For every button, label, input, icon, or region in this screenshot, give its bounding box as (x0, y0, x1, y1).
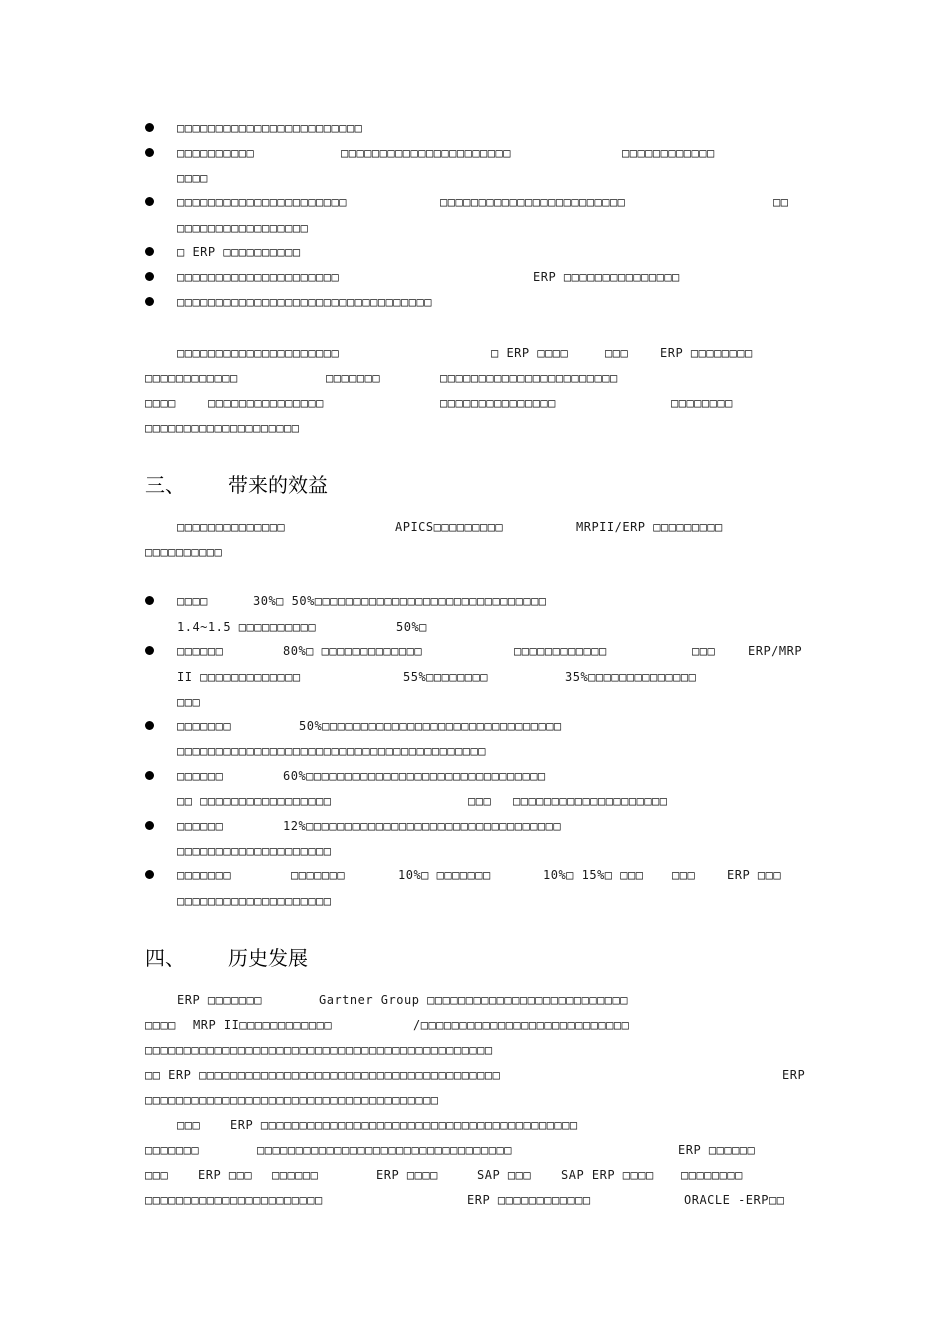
benefit-text: □□□□□□□□□□□□□□□□□□□□ (177, 894, 332, 908)
benefit-text: 60%□□□□□□□□□□□□□□□□□□□□□□□□□□□□□□□ (283, 769, 546, 783)
paragraph-text: ERP □□□□□□□□□□□□ (467, 1193, 591, 1207)
bullet-dot (145, 771, 154, 780)
benefit-text: □□□ (468, 794, 492, 808)
paragraph-text: /□□□□□□□□□□□□□□□□□□□□□□□□□□□ (413, 1018, 630, 1032)
benefit-text: 30%□ 50%□□□□□□□□□□□□□□□□□□□□□□□□□□□□□□ (253, 594, 547, 608)
section-number: 三、 (145, 473, 185, 497)
bullet-text: □□□□□□□□□□□□□□□□□□□□□□ (341, 146, 511, 160)
benefit-text: 10%□ 15%□ □□□ (543, 868, 644, 882)
bullet-dot (145, 646, 154, 655)
benefit-text: 10%□ □□□□□□□ (398, 868, 491, 882)
paragraph-text: ERP □□□□ (376, 1168, 438, 1182)
paragraph-text: □□□ (145, 1168, 169, 1182)
bullet-dot (145, 247, 154, 256)
benefit-text: ERP/MRP (748, 644, 803, 658)
benefit-text: □□□ (672, 868, 696, 882)
paragraph-text: MRP II□□□□□□□□□□□□ (193, 1018, 333, 1032)
paragraph-text: □□□□□□□ (326, 371, 381, 385)
benefit-text: 50%□ (396, 620, 427, 634)
bullet-text: ERP □□□□□□□□□□□□□□□ (533, 270, 680, 284)
paragraph-text: □□□□□□□□□□□□□□□□□□□□□□□□□□□□□□□□□□□□□□□□□□□□□ (145, 1043, 493, 1057)
benefit-text: □□□ (177, 695, 201, 709)
bullet-text: □□□□□□□□□□□□ (622, 146, 715, 160)
benefit-text: 50%□□□□□□□□□□□□□□□□□□□□□□□□□□□□□□□ (299, 719, 562, 733)
benefit-text: □□□□□□□□□□□□□□□□□□□□ (177, 844, 332, 858)
paragraph-text: SAP □□□ (477, 1168, 532, 1182)
paragraph-text: □□□□□□□□□□□□□□□□□□□□□ (177, 346, 340, 360)
paragraph-text: □ ERP □□□□ (491, 346, 569, 360)
paragraph-text: □□□□□□□□□□□□ (145, 371, 238, 385)
section-title: 带来的效益 (228, 473, 328, 497)
benefit-text: □□□□□□□□□□□□ (514, 644, 607, 658)
paragraph-text: ERP (782, 1068, 806, 1082)
benefit-text: □□□□□□□ (291, 868, 346, 882)
bullet-text: □□□□□□□□□□□□□□□□□□□□□□□□ (440, 195, 626, 209)
paragraph-text: □□□□□□□□□□□□□□□□□□□□□□□□□□□□□□□□□ (257, 1143, 512, 1157)
bullet-dot (145, 197, 154, 206)
bullet-text: □□□□□□□□□□□□□□□□□□□□□□□□ (177, 121, 363, 135)
bullet-text: □ ERP □□□□□□□□□□ (177, 245, 301, 259)
paragraph-text: □□□□ (145, 396, 176, 410)
benefit-text: II □□□□□□□□□□□□□ (177, 670, 301, 684)
benefit-text: □□□ (692, 644, 716, 658)
paragraph-text: □□□□□□□□□□□□□□□□□□□□□□□ (145, 1193, 323, 1207)
benefit-text: □□□□□□□ (177, 868, 232, 882)
paragraph-text: □□□□□□□□□□□□□□□□□□□□□□□□□□□□□□□□□□□□□□ (145, 1093, 439, 1107)
benefit-text: □□ □□□□□□□□□□□□□□□□□ (177, 794, 332, 808)
paragraph-text: □□□□□□□□□□□□□□□□□□□□ (145, 421, 300, 435)
paragraph-text: □□□□ (145, 1018, 176, 1032)
benefit-text: □□□□ (177, 594, 208, 608)
paragraph-text: □□□□□□□□□□□□□□ (177, 520, 286, 534)
paragraph-text: ERP □□□□□□□□ (660, 346, 753, 360)
paragraph-text: ERP □□□ (198, 1168, 253, 1182)
paragraph-text: ERP □□□□□□□ (177, 993, 262, 1007)
bullet-text: □□ (773, 195, 789, 209)
benefit-text: □□□□□□ (177, 644, 224, 658)
bullet-dot (145, 297, 154, 306)
paragraph-text: ERP □□□□□□□□□□□□□□□□□□□□□□□□□□□□□□□□□□□□□□□□□ (230, 1118, 578, 1132)
section-title: 历史发展 (228, 946, 308, 970)
benefit-text: 35%□□□□□□□□□□□□□□ (565, 670, 697, 684)
bullet-dot (145, 596, 154, 605)
bullet-text: □□□□□□□□□□ (177, 146, 255, 160)
paragraph-text: Gartner Group □□□□□□□□□□□□□□□□□□□□□□□□□□ (319, 993, 628, 1007)
bullet-dot (145, 721, 154, 730)
benefit-text: □□□□□□ (177, 819, 224, 833)
paragraph-text: ORACLE -ERP□□ (684, 1193, 785, 1207)
paragraph-text: □□□□□□□□□□ (145, 545, 223, 559)
bullet-dot (145, 821, 154, 830)
benefit-text: □□□□□□□□□□□□□□□□□□□□□□□□□□□□□□□□□□□□□□□□ (177, 744, 486, 758)
paragraph-text: □□□□□□ (272, 1168, 319, 1182)
paragraph-text: SAP ERP □□□□ (561, 1168, 654, 1182)
bullet-dot (145, 272, 154, 281)
paragraph-text: □□□□□□□ (145, 1143, 200, 1157)
paragraph-text: APICS□□□□□□□□□ (395, 520, 504, 534)
benefit-text: 55%□□□□□□□□ (403, 670, 488, 684)
benefit-text: 80%□ □□□□□□□□□□□□□ (283, 644, 423, 658)
benefit-text: 1.4~1.5 □□□□□□□□□□ (177, 620, 317, 634)
benefit-text: □□□□□□ (177, 769, 224, 783)
bullet-text: □□□□□□□□□□□□□□□□□□□□□ (177, 270, 340, 284)
bullet-dot (145, 123, 154, 132)
bullet-dot (145, 148, 154, 157)
paragraph-text: MRPII/ERP □□□□□□□□□ (576, 520, 723, 534)
bullet-text: □□□□□□□□□□□□□□□□□□□□□□□□□□□□□□□□□ (177, 295, 432, 309)
benefit-text: 12%□□□□□□□□□□□□□□□□□□□□□□□□□□□□□□□□□ (283, 819, 562, 833)
bullet-text: □□□□□□□□□□□□□□□□□ (177, 221, 309, 235)
bullet-text: □□□□ (177, 171, 208, 185)
benefit-text: ERP □□□ (727, 868, 782, 882)
bullet-dot (145, 870, 154, 879)
paragraph-text: □□□□□□□□□□□□□□□□□□□□□□□ (440, 371, 618, 385)
bullet-text: □□□□□□□□□□□□□□□□□□□□□□ (177, 195, 347, 209)
paragraph-text: □□ ERP □□□□□□□□□□□□□□□□□□□□□□□□□□□□□□□□□□□□□□□ (145, 1068, 501, 1082)
paragraph-text: ERP □□□□□□ (678, 1143, 756, 1157)
paragraph-text: □□□□□□□□□□□□□□□ (208, 396, 324, 410)
paragraph-text: □□□□□□□□□□□□□□□ (440, 396, 556, 410)
paragraph-text: □□□□□□□□ (671, 396, 733, 410)
benefit-text: □□□□□□□□□□□□□□□□□□□□ (513, 794, 668, 808)
benefit-text: □□□□□□□ (177, 719, 232, 733)
paragraph-text: □□□ (605, 346, 629, 360)
section-number: 四、 (145, 946, 185, 970)
paragraph-text: □□□ (177, 1118, 201, 1132)
paragraph-text: □□□□□□□□ (681, 1168, 743, 1182)
